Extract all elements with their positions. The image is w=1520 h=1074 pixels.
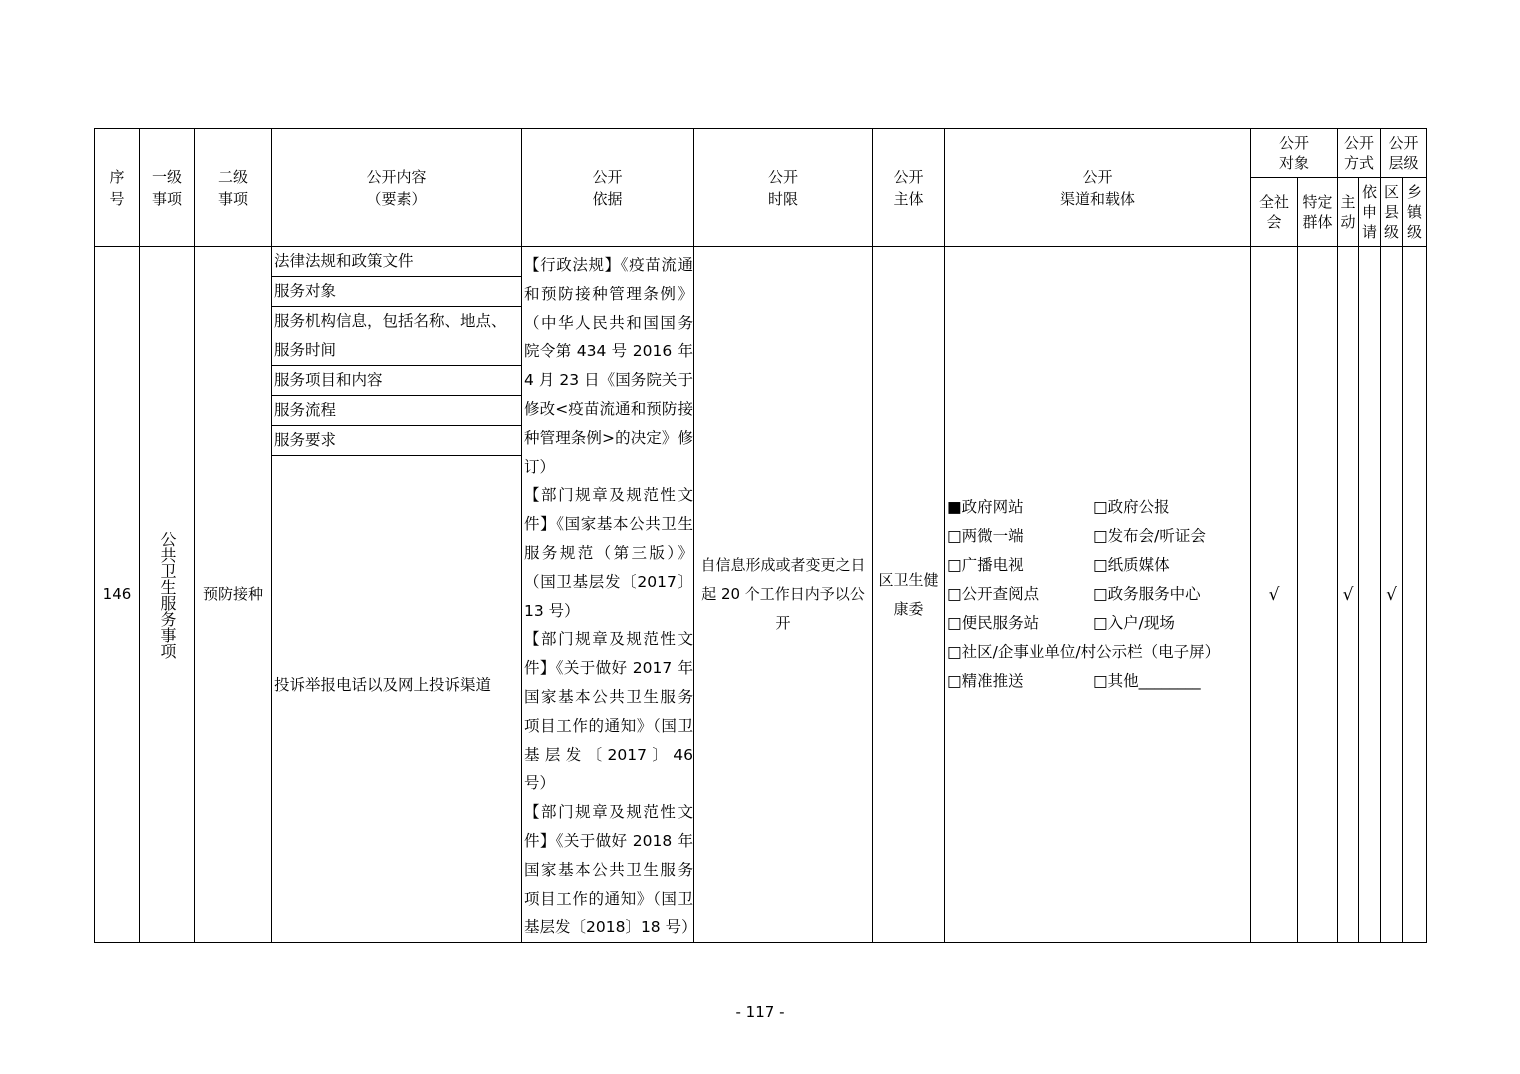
header-seq: 序 号 bbox=[95, 129, 140, 247]
page-number: - 117 - bbox=[735, 1003, 785, 1021]
content-items-list bbox=[272, 247, 521, 915]
header-method-apply: 依 申 请 bbox=[1359, 178, 1381, 247]
mark-level-town bbox=[1403, 247, 1427, 943]
channel-precise-push: □精准推送 bbox=[947, 672, 1024, 691]
header-level-district: 区 县 级 bbox=[1381, 178, 1403, 247]
channel-list bbox=[945, 493, 1250, 696]
row-subject: 区卫生健康委 bbox=[873, 247, 945, 943]
header-level: 公开 层级 bbox=[1381, 129, 1427, 178]
channel-other: □其他________ bbox=[1093, 672, 1201, 691]
header-target: 公开 对象 bbox=[1251, 129, 1338, 178]
row-level1: 公共卫生服务事项 bbox=[158, 530, 177, 659]
content-item: 法律法规和政策文件 bbox=[272, 247, 521, 277]
channel-gov-website: ■政府网站 bbox=[947, 498, 1024, 517]
row-level1-cell bbox=[140, 247, 195, 943]
content-item: 服务流程 bbox=[272, 396, 521, 426]
mark-method-active: √ bbox=[1338, 247, 1359, 943]
header-level-town: 乡 镇 级 bbox=[1403, 178, 1427, 247]
row-level2: 预防接种 bbox=[195, 247, 272, 943]
channel-gov-gazette: □政府公报 bbox=[1093, 498, 1170, 517]
header-target-all: 全社 会 bbox=[1251, 178, 1298, 247]
header-level1: 一级 事项 bbox=[140, 129, 195, 247]
channel-community-board: □社区/企事业单位/村公示栏（电子屏） bbox=[947, 643, 1221, 662]
channel-press-conf: □发布会/听证会 bbox=[1093, 527, 1206, 546]
header-level2: 二级 事项 bbox=[195, 129, 272, 247]
header-channel: 公开 渠道和载体 bbox=[945, 129, 1251, 247]
mark-level-district: √ bbox=[1381, 247, 1403, 943]
content-item: 服务项目和内容 bbox=[272, 366, 521, 396]
content-item bbox=[272, 456, 521, 915]
content-item: 服务机构信息，包括名称、地点、服务时间 bbox=[272, 307, 521, 366]
channel-service-center: □政务服务中心 bbox=[1093, 585, 1201, 604]
channel-door-to-door: □入户/现场 bbox=[1093, 614, 1175, 633]
content-item: 服务对象 bbox=[272, 277, 521, 307]
header-subject: 公开 主体 bbox=[873, 129, 945, 247]
header-deadline: 公开 时限 bbox=[694, 129, 873, 247]
content-item: 服务要求 bbox=[272, 426, 521, 456]
header-target-specific: 特定 群体 bbox=[1298, 178, 1338, 247]
channel-print-media: □纸质媒体 bbox=[1093, 556, 1170, 575]
row-deadline: 自信息形成或者变更之日起 20 个工作日内予以公开 bbox=[694, 247, 873, 943]
header-basis: 公开 依据 bbox=[522, 129, 694, 247]
row-content-cell bbox=[272, 247, 522, 943]
header-method: 公开 方式 bbox=[1338, 129, 1381, 178]
mark-target-all: √ bbox=[1251, 247, 1298, 943]
disclosure-table bbox=[94, 128, 1427, 943]
channel-query-point: □公开查阅点 bbox=[947, 585, 1040, 604]
row-basis: 【行政法规】《疫苗流通和预防接种管理条例》（中华人民共和国国务院令第 434 号 2016 年 4 月 23 日《国务院关于修改<疫苗流通和预防接种管理条例>的决定》修订） 【部门规章及规范性文件】《国家基本公共卫生服务规范（第三版）》（国卫基层发〔2017〕13 号） 【部门规章及规范性文件】《关于做好 2017 年国家基本公共卫生服务项目工作的通知》（国卫基层发〔2017〕46 号） 【部门规章及规范性文件】《关于做好 2018 年国家基本公共卫生服务项目工作的通知》（国卫基层发〔2018〕18 号） bbox=[524, 256, 697, 937]
header-method-active: 主 动 bbox=[1338, 178, 1359, 247]
row-seq: 146 bbox=[95, 247, 140, 943]
mark-method-apply bbox=[1359, 247, 1381, 943]
channel-broadcast: □广播电视 bbox=[947, 556, 1024, 575]
row-basis-cell bbox=[522, 247, 697, 943]
row-channel-cell bbox=[945, 247, 1251, 943]
mark-target-specific bbox=[1298, 247, 1338, 943]
header-content: 公开内容 （要素） bbox=[272, 129, 522, 247]
channel-convenience-station: □便民服务站 bbox=[947, 614, 1040, 633]
channel-two-wei: □两微一端 bbox=[947, 527, 1024, 546]
content-item-text: 投诉举报电话以及网上投诉渠道 bbox=[274, 676, 492, 694]
